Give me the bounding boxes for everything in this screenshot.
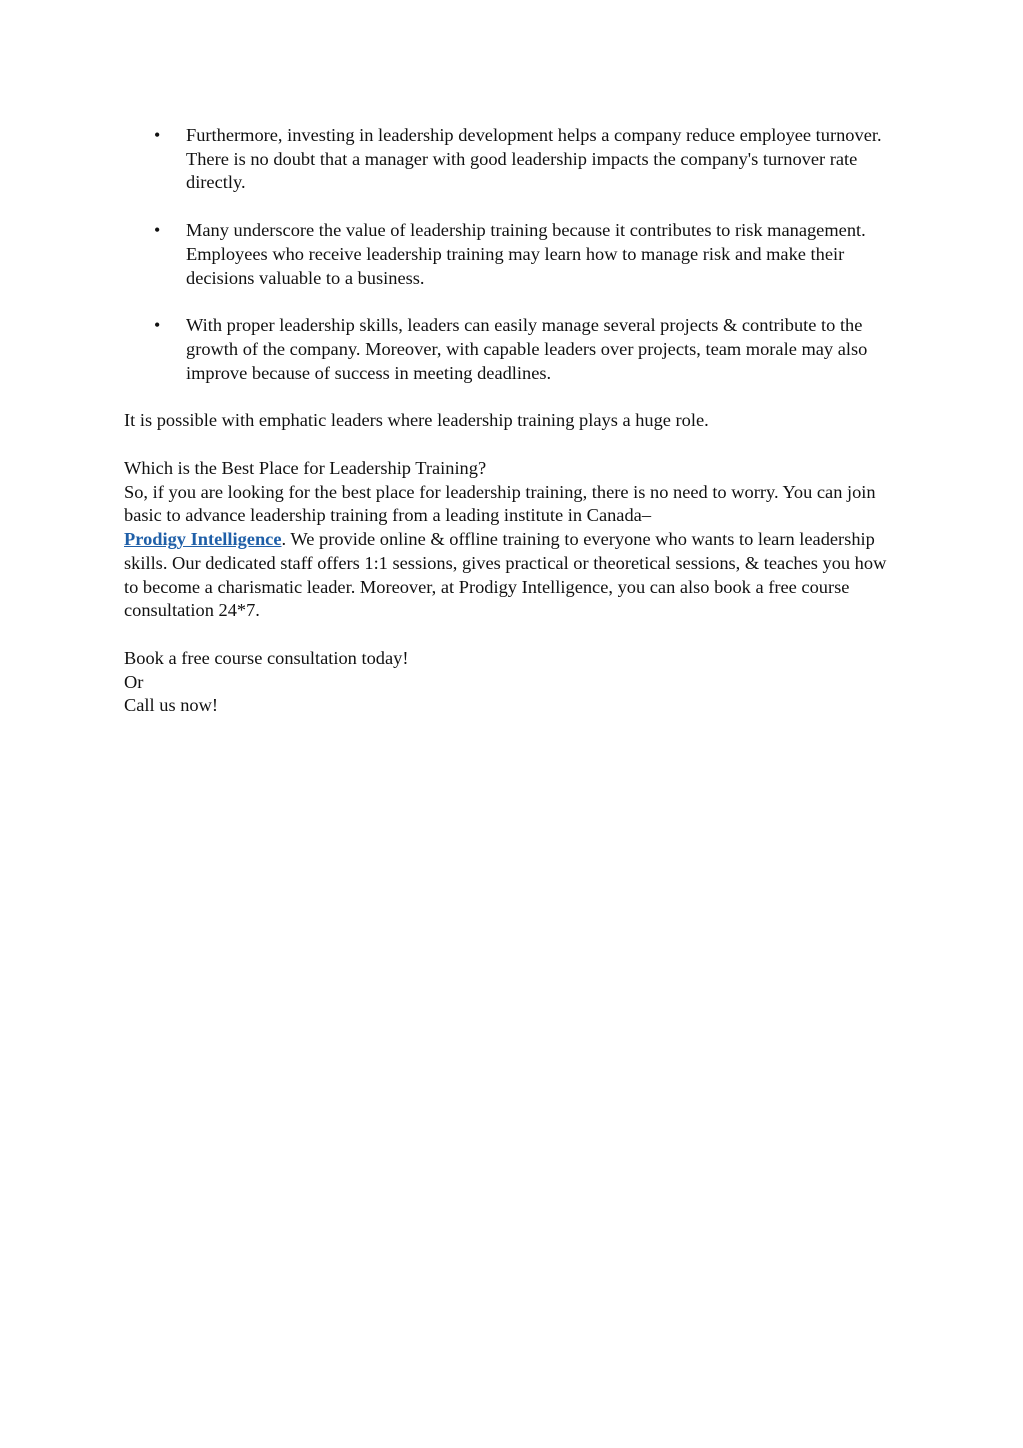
document-body [124,124,904,718]
list-item-text: Many underscore the value of leadership training because it contributes to risk management. Employees who receive leadership training may learn how to manage risk and make their decisions valuable to a business. [186,220,866,288]
bullet-icon: • [154,125,161,145]
best-place-paragraph [124,481,904,623]
cta-book-consultation: Book a free course consultation today! [124,647,409,668]
cta-or: Or [124,671,144,692]
list-item-text: Furthermore, investing in leadership development helps a company reduce employee turnover. There is no doubt that a manager with good leadership impacts the company's turnover rate directly. [186,125,882,193]
list-item [124,314,904,385]
list-item [124,219,904,290]
paragraph-spacer [124,623,904,647]
section-heading: Which is the Best Place for Leadership Training? [124,458,487,479]
bullet-icon: • [154,220,161,241]
paragraph-spacer [124,433,904,457]
paragraph-text-before-link: So, if you are looking for the best place for leadership training, there is no need to worry. You can join basic to advance leadership training from a leading institute in Canada– [124,481,876,526]
prodigy-intelligence-link[interactable]: Prodigy Intelligence [124,529,282,550]
list-item-text: With proper leadership skills, leaders can easily manage several projects & contribute to the growth of the company. Moreover, with capable leaders over projects, team morale may also improve because of success in meeting deadlines. [186,315,868,383]
emphatic-leaders-paragraph: It is possible with emphatic leaders where leadership training plays a huge role. [124,410,709,431]
cta-call-us: Call us now! [124,695,218,716]
bullet-icon: • [154,315,161,336]
paragraph-text-after-link: . We provide online & offline training to everyone who wants to learn leadership skills. Our dedicated staff offers 1:1 sessions, gives practical or theoretical sessions, & teaches you how to become a charismatic leader. Moreover, at Prodigy Intelligence, you can also book a free course consultation 24*7. [124,529,887,621]
list-item [124,124,904,195]
benefits-list [124,124,904,385]
